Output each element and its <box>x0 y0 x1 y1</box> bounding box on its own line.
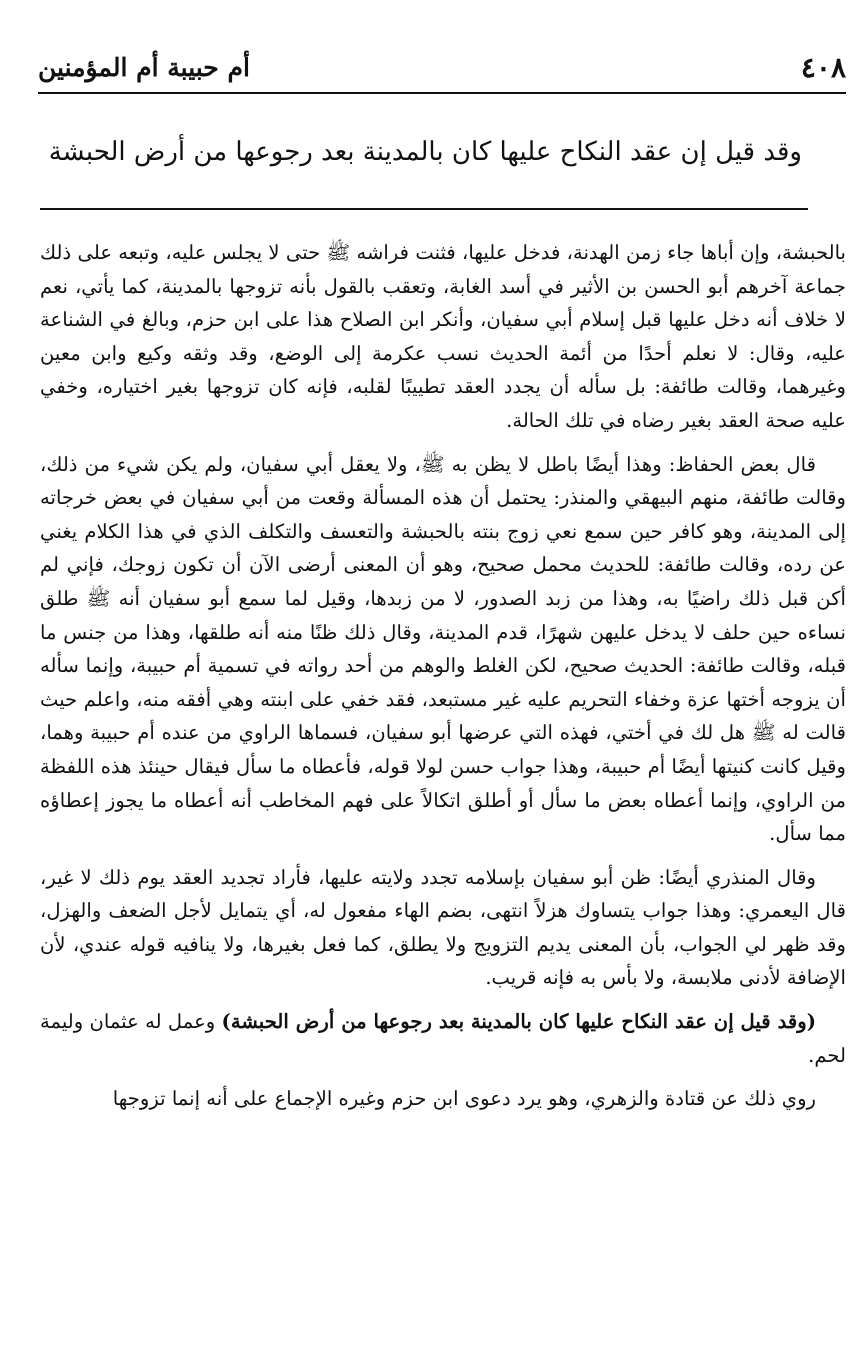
commentary-body <box>40 236 846 1358</box>
page-number: ٤٠٨ <box>800 51 846 84</box>
header-divider <box>38 92 846 94</box>
main-text: وقد قيل إن عقد النكاح عليها كان بالمدينة بعد رجوعها من أرض الحبشة <box>48 137 802 167</box>
commentary-text: وعمل له عثمان وليمة لحم. <box>40 1010 846 1067</box>
commentary-paragraph <box>40 1005 846 1072</box>
commentary-paragraph: وقال المنذري أيضًا: ظن أبو سفيان بإسلامه تجدد ولايته عليها، فأراد تجديد العقد يوم ذلك لا غير، قال اليعمري: وهذا جواب يتساوك هزلاً انتهى، بضم الهاء مفعول له، أي يتمايل لأجل الضعف والهزل، وقد ظهر لي الجواب، بأن المعنى يديم التزويج ولا يطلق، كما فعل بغيرها، ولا ينافيه قوله عندي، لأن الإضافة لأدنى ملابسة، ولا بأس به فإنه قريب. <box>40 865 846 990</box>
quoted-main-text: (وقد قيل إن عقد النكاح عليها كان بالمدينة بعد رجوعها من أرض الحبشة) <box>221 1010 816 1034</box>
commentary-paragraph: بالحبشة، وإن أباها جاء زمن الهدنة، فدخل عليها، فثنت فراشه ﷺ حتى لا يجلس عليه، وتبعه على ذلك جماعة آخرهم أبو الحسن بن الأثير في أسد الغابة، وتعقب بالقول بأنه تزوجها بالمدينة، كما يأتي، نعم لا خلاف أنه دخل عليها قبل إسلام أبي سفيان، وأنكر ابن الصلاح هذا على ابن حزم، وبالغ في الشناعة عليه، وقال: لا نعلم أحدًا من أئمة الحديث نسب عكرمة إلى الوضع، وقد وثقه وكيع وابن معين وغيرهما، وقالت طائفة: بل سأله أن يجدد العقد تطييبًا لقلبه، فإنه كان تزوجها بغير اختياره، وخفي عليه صحة العقد بغير رضاه في تلك الحالة. <box>40 241 846 432</box>
running-title: أم حبيبة أم المؤمنين <box>38 53 250 82</box>
text-commentary-divider <box>40 208 808 210</box>
commentary-paragraph: قال بعض الحفاظ: وهذا أيضًا باطل لا يظن به ﷺ، ولا يعقل أبي سفيان، ولم يكن شيء من ذلك، وقالت طائفة، منهم البيهقي والمنذر: يحتمل أن هذه المسألة وقعت من أبي سفيان في بعض خرجاته إلى المدينة، وهو كافر حين سمع نعي زوج بنته بالحبشة والتعسف والتكلف الذي في هذا الكلام يغني عن رده، وقالت طائفة: للحديث محمل صحيح، وهو أن المعنى أرضى الآن أن تكون زوجك، فإني لم أكن قبل ذلك راضيًا به، وهذا من زبد الصدور، لا من زبدها، وقيل لما سمع أبو سفيان أنه ﷺ طلق نساءه حين حلف لا يدخل عليهن شهرًا، قدم المدينة، وقال ذلك ظنًا منه أنه طلقها، وهذا من جنس ما قبله، وقالت طائفة: الحديث صحيح، لكن الغلط والوهم من أحد رواته في تسمية أم حبيبة، وإنما سأله أن يزوجه أختها عزة وخفاء التحريم عليه غير مستبعد، فقد خفي على ابنته وهي أفقه منه، واعلم حيث قالت له ﷺ هل لك في أختي، فهذه التي عرضها أبو سفيان، فسماها الراوي من عنده أم حبيبة وهما، وقيل كانت كنيتها أيضًا أم حبيبة، وهذا جواب حسن لولا قوله، فأعطاه ما سأل فيقال حينئذ هذه اللفظة من الراوي، وإنما أعطاه بعض ما سأل أو أطلق اتكالاً على فهم المخاطب أنه أعطاه ما يجوز إعطاؤه مما سأل. <box>40 452 846 846</box>
commentary-paragraph: روي ذلك عن قتادة والزهري، وهو يرد دعوى ابن حزم وغيره الإجماع على أنه إنما تزوجها <box>112 1087 816 1111</box>
page-header <box>38 48 846 92</box>
